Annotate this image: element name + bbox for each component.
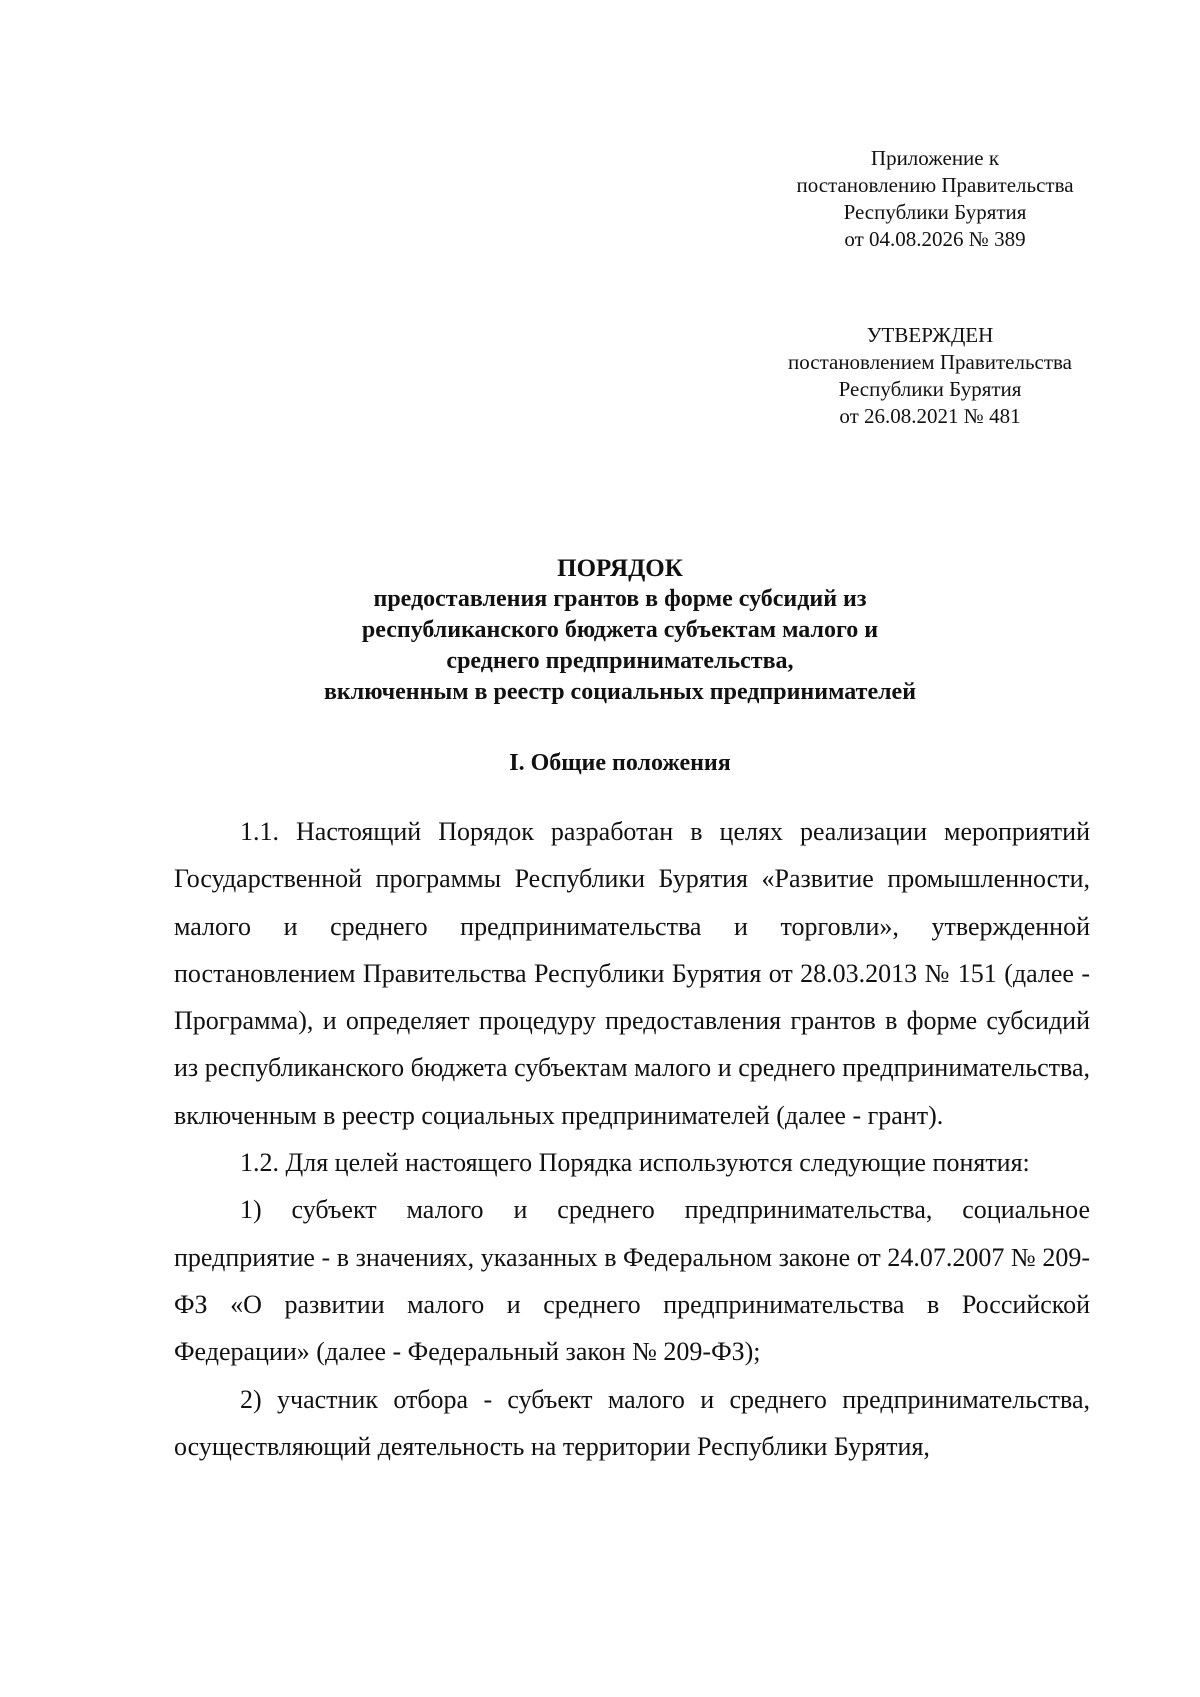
title-line-3: среднего предпринимательства, <box>446 648 794 674</box>
appendix-note <box>770 145 1100 253</box>
document-title <box>200 553 1040 708</box>
title-line-1: предоставления грантов в форме субсидий из <box>373 586 867 612</box>
approved-line-2: постановлением Правительства <box>787 350 1072 374</box>
approved-note <box>760 322 1100 430</box>
appendix-line-3: Республики Бурятия <box>843 200 1027 224</box>
appendix-line-2: постановлению Правительства <box>796 173 1074 197</box>
appendix-line-4: от 04.08.2026 № 389 <box>844 227 1026 251</box>
section-heading: I. Общие положения <box>509 750 731 776</box>
approved-line-4: от 26.08.2021 № 481 <box>839 404 1021 428</box>
paragraph-item-1: 1) субъект малого и среднего предпринимательства, социальное предприятие - в значениях, указанных в Федеральном законе от 24.07.2007 № 209-ФЗ «О развитии малого и среднего предпринимательства в Российской Федерации» (далее - Федеральный закон № 209-ФЗ); <box>174 1195 1090 1367</box>
paragraph-item-2: 2) участник отбора - субъект малого и среднего предпринимательства, осуществляющий деятельность на территории Республики Бурятия, <box>174 1384 1090 1461</box>
body-text <box>174 808 1090 1470</box>
title-line-2: республиканского бюджета субъектам малого и <box>361 617 879 643</box>
approved-line-1: УТВЕРЖДЕН <box>866 323 994 347</box>
paragraph-1-1: 1.1. Настоящий Порядок разработан в целях реализации мероприятий Государственной программы Республики Бурятия «Развитие промышленности, малого и среднего предпринимательства и торговли», утвержденной постановлением Правительства Республики Бурятия от 28.03.2013 № 151 (далее - Программа), и определяет процедуру предоставления грантов в форме субсидий из республиканского бюджета субъектам малого и среднего предпринимательства, включенным в реестр социальных предпринимателей (далее - грант). <box>174 817 1090 1130</box>
paragraph-1-2: 1.2. Для целей настоящего Порядка используются следующие понятия: <box>240 1148 1030 1178</box>
title-line-4: включенным в реестр социальных предпринимателей <box>323 679 917 705</box>
appendix-line-1: Приложение к <box>870 146 1000 170</box>
title-main: ПОРЯДОК <box>557 555 683 582</box>
approved-line-3: Республики Бурятия <box>838 377 1022 401</box>
